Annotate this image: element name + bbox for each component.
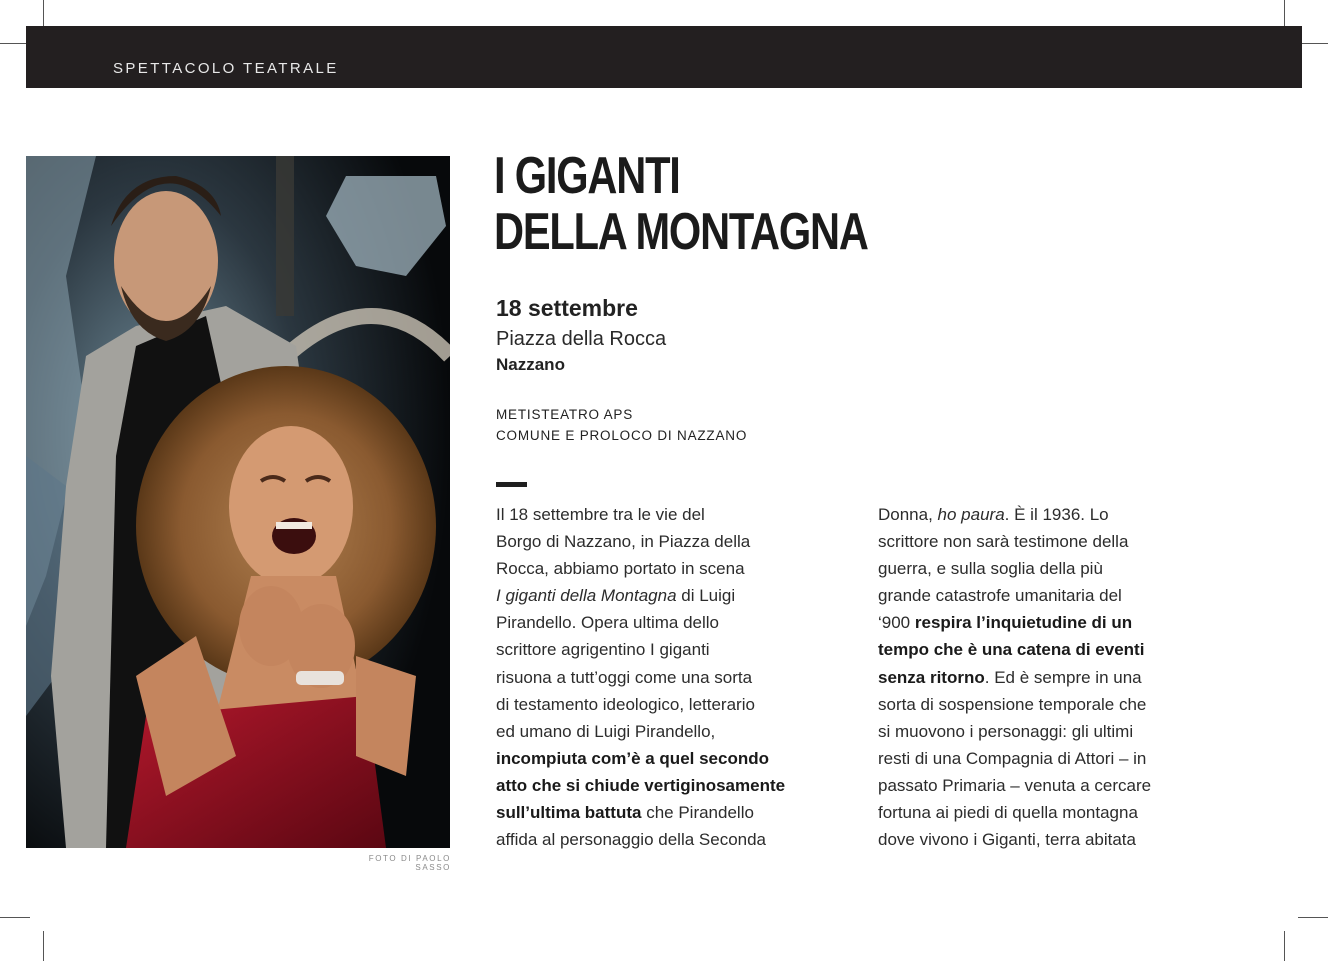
text-line	[878, 528, 1218, 555]
text-line	[878, 664, 1218, 691]
text-run: Il 18 settembre tra le vie del	[496, 505, 705, 524]
photo-credit: FOTO DI PAOLO SASSO	[368, 854, 451, 872]
highlight-text: atto che si chiude vertiginosamente	[496, 775, 786, 795]
text-line	[496, 718, 836, 745]
crop-mark	[1284, 931, 1285, 961]
actors-illustration	[26, 156, 450, 848]
text-line	[878, 691, 1218, 718]
text-run: passato Primaria – venuta a cercare	[878, 775, 1152, 795]
text-run: Pirandello. Opera ultima dello	[496, 613, 720, 633]
text-line	[496, 582, 836, 609]
crop-mark	[0, 917, 30, 918]
organizers	[496, 404, 747, 446]
text-line	[496, 636, 836, 663]
text-line	[878, 826, 1218, 853]
text-line	[496, 772, 836, 799]
text-line	[496, 799, 836, 826]
text-line	[496, 826, 836, 853]
text-run: fortuna ai piedi di quella montagna	[878, 803, 1138, 823]
highlight-text: incompiuta com’è a quel secondo	[496, 748, 769, 768]
text-run: di Luigi	[676, 586, 736, 606]
text-run: ed umano di Luigi Pirandello,	[496, 721, 716, 741]
text-line	[496, 555, 836, 582]
text-run: risuona a tutt’oggi come una sorta	[496, 667, 753, 687]
text-line	[878, 772, 1218, 799]
text-run: si muovono i personaggi: gli ultimi	[878, 721, 1134, 741]
event-town: Nazzano	[496, 355, 565, 374]
text-run: grande catastrofe umanitaria del	[878, 586, 1122, 606]
text-line	[878, 501, 1218, 528]
text-run: resti di una Compagnia di Attori – in	[878, 748, 1147, 768]
text-line	[878, 555, 1218, 582]
event-venue: Piazza della Rocca	[496, 328, 667, 350]
article-column-left	[496, 501, 836, 853]
text-run: Rocca, abbiamo portato in scena	[496, 559, 745, 579]
text-run: . Ed è sempre in una	[984, 667, 1142, 687]
text-line	[878, 718, 1218, 745]
highlight-text: sull’ultima battuta	[496, 803, 642, 823]
text-run: sorta di sospensione temporale che	[878, 694, 1147, 714]
text-line	[878, 609, 1218, 636]
text-line	[878, 636, 1218, 663]
text-run: dove vivono i Giganti, terra abitata	[878, 830, 1136, 850]
text-line	[496, 609, 836, 636]
text-run: affida al personaggio della Seconda	[496, 830, 767, 850]
section-divider	[496, 482, 527, 487]
text-run: scrittore non sarà testimone della	[878, 532, 1129, 552]
text-line	[496, 501, 836, 528]
title-line: I GIGANTI	[494, 147, 680, 205]
highlight-text: tempo che è una catena di eventi	[878, 640, 1145, 660]
crop-mark	[1298, 43, 1328, 44]
event-date: 18 settembre	[496, 295, 638, 321]
header-band	[26, 26, 1302, 88]
title-line: DELLA MONTAGNA	[494, 203, 868, 261]
article-column-right	[878, 501, 1218, 853]
text-line	[878, 799, 1218, 826]
text-run: che Pirandello	[641, 803, 754, 823]
organizer: COMUNE E PROLOCO DI NAZZANO	[496, 428, 748, 443]
text-line	[496, 691, 836, 718]
organizer: METISTEATRO APS	[496, 407, 634, 422]
text-run: di testamento ideologico, letterario	[496, 694, 755, 714]
highlight-text: respira l’inquietudine di un	[914, 613, 1133, 633]
event-title	[494, 148, 868, 260]
crop-mark	[1298, 917, 1328, 918]
text-line	[878, 745, 1218, 772]
text-run: Donna,	[878, 505, 938, 524]
crop-mark	[43, 931, 44, 961]
text-line	[496, 528, 836, 555]
text-run: scrittore agrigentino I giganti	[496, 640, 710, 660]
text-run: Borgo di Nazzano, in Piazza della	[496, 532, 751, 552]
text-line	[496, 745, 836, 772]
quote-text: ho paura	[937, 505, 1005, 524]
section-label: SPETTACOLO TEATRALE	[113, 60, 339, 77]
text-line	[496, 664, 836, 691]
text-run: . È il 1936. Lo	[1004, 505, 1109, 524]
work-title: I giganti della Montagna	[496, 586, 677, 606]
text-run: guerra, e sulla soglia della più	[878, 559, 1103, 579]
text-run: ‘900	[878, 613, 915, 633]
performance-photo	[26, 156, 450, 848]
highlight-text: senza ritorno	[878, 667, 985, 687]
text-line	[878, 582, 1218, 609]
